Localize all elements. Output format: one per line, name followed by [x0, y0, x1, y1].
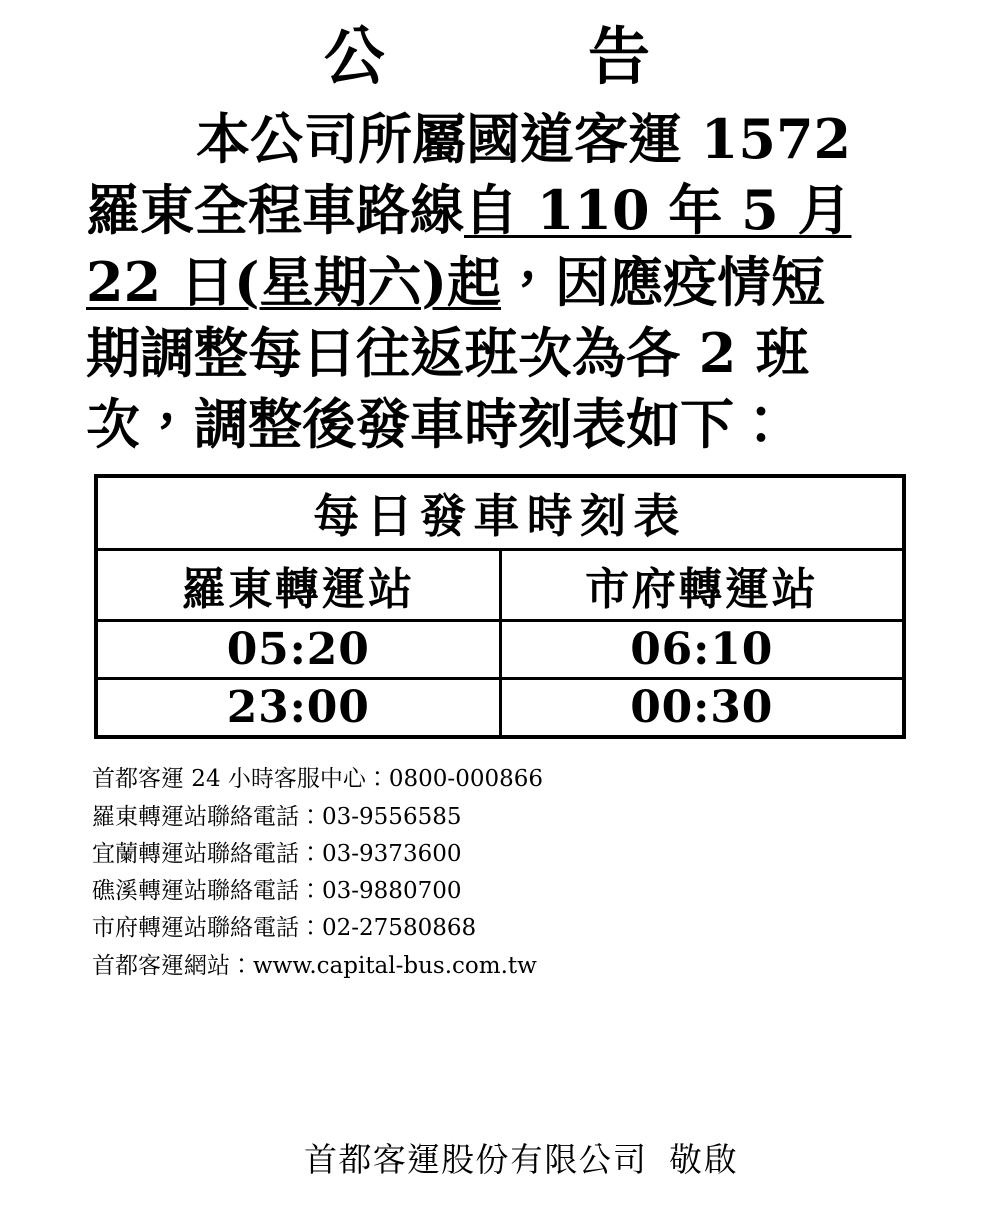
contact-list	[0, 761, 1000, 985]
timetable-column-luodong: 羅東轉運站	[96, 550, 500, 621]
announcement-body	[0, 104, 1000, 460]
body-line-2-underlined: 自 110 年 5 月	[464, 178, 852, 243]
body-line-3-text: ，因應疫情短	[501, 249, 826, 314]
timetable-container	[94, 474, 906, 739]
body-line-5-text: 次，調整後發車時刻表如下：	[86, 392, 788, 457]
timetable-header-row	[96, 550, 904, 621]
contact-website: 首都客運網站：www.capital-bus.com.tw	[92, 952, 537, 979]
timetable-cell-r1c0: 23:00	[96, 679, 500, 738]
body-line-3-underlined: 22 日(星期六)起	[86, 249, 502, 314]
body-line-5	[86, 389, 952, 460]
timetable-caption: 每日發車時刻表	[96, 476, 904, 550]
body-line-2-text: 羅東全程車路線	[86, 178, 464, 243]
body-line-1	[86, 104, 952, 175]
body-line-1-text: 本公司所屬國道客運 1572	[196, 107, 852, 171]
timetable-cell-r0c1: 06:10	[500, 621, 904, 679]
contact-yilan-station: 宜蘭轉運站聯絡電話：03-9373600	[92, 840, 462, 867]
timetable	[94, 474, 906, 739]
body-line-3	[86, 247, 952, 318]
contact-customer-service: 首都客運 24 小時客服中心：0800-000866	[92, 766, 543, 793]
contact-city-hall-station: 市府轉運站聯絡電話：02-27580868	[92, 915, 477, 942]
signature-closing: 敬啟	[669, 1140, 738, 1179]
body-line-4	[86, 318, 952, 389]
timetable-cell-r0c0: 05:20	[96, 621, 500, 679]
table-row	[96, 621, 904, 679]
body-line-2	[86, 175, 952, 246]
contact-jiaoxi-station: 礁溪轉運站聯絡電話：03-9880700	[92, 878, 462, 905]
signature-company: 首都客運股份有限公司	[304, 1140, 648, 1179]
timetable-cell-r1c1: 00:30	[500, 679, 904, 738]
page-title: 公 告	[323, 20, 677, 93]
contact-luodong-station: 羅東轉運站聯絡電話：03-9556585	[92, 803, 462, 830]
body-line-4-text: 期調整每日往返班次為各 2 班	[86, 320, 810, 385]
table-row	[96, 679, 904, 738]
signature	[0, 1134, 1000, 1181]
timetable-column-city-hall: 市府轉運站	[500, 550, 904, 621]
timetable-caption-row	[96, 476, 904, 550]
